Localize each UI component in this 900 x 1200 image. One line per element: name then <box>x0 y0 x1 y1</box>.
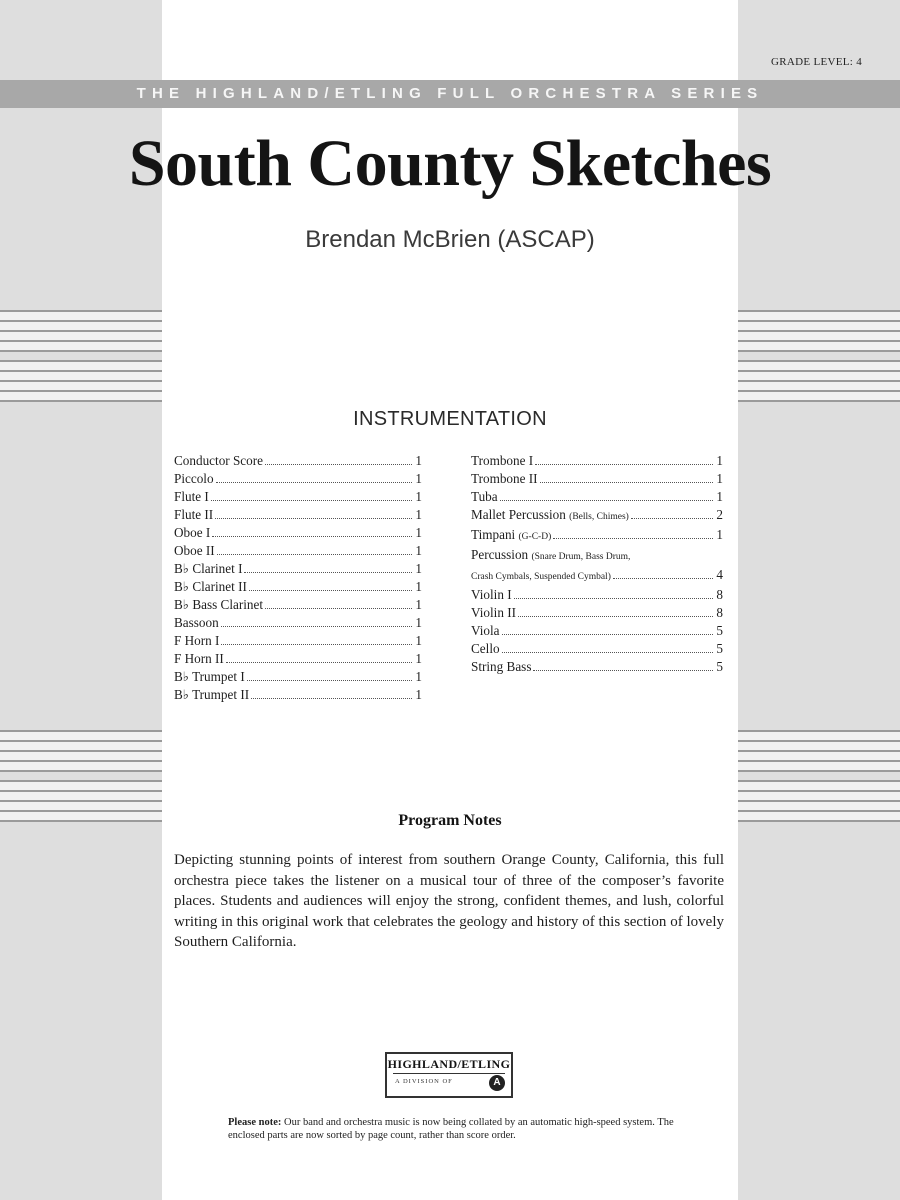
instrument-quantity: 1 <box>415 453 422 468</box>
instrumentation-left-column <box>174 452 422 704</box>
leader-dots <box>540 482 714 483</box>
instrument-name: Trombone II <box>471 471 538 486</box>
instrument-row <box>174 596 422 614</box>
instrument-note: Crash Cymbals, Suspended Cymbal) <box>471 572 611 582</box>
instrument-name: B♭ Bass Clarinet <box>174 597 264 612</box>
instrument-name: Bassoon <box>174 615 219 630</box>
leader-dots <box>251 698 412 699</box>
instrument-row <box>471 546 723 566</box>
instrument-row <box>174 578 422 596</box>
instrument-note: (G-C-D) <box>518 532 552 542</box>
staff-lines <box>738 360 900 402</box>
leader-dots <box>613 578 714 579</box>
instrument-quantity: 1 <box>415 471 422 486</box>
instrument-quantity: 1 <box>415 543 422 558</box>
instrument-quantity: 5 <box>716 659 723 674</box>
leader-dots <box>518 616 713 617</box>
staff-lines <box>0 730 162 772</box>
publisher-name: HIGHLAND/ETLING <box>387 1057 511 1071</box>
instrument-row-continued <box>471 566 723 586</box>
instrument-quantity: 1 <box>415 615 422 630</box>
instrument-row <box>471 488 723 506</box>
leader-dots <box>216 482 413 483</box>
instrument-quantity: 5 <box>716 623 723 638</box>
instrument-name: Mallet Percussion <box>471 507 566 522</box>
instrument-name: Oboe II <box>174 543 215 558</box>
instrument-name: String Bass <box>471 659 532 674</box>
instrument-row <box>174 506 422 524</box>
instrument-name: F Horn I <box>174 633 220 648</box>
instrument-quantity: 8 <box>716 587 723 602</box>
leader-dots <box>247 680 413 681</box>
footnote-text: Our band and orchestra music is now being collated by an automatic high-speed system. The enclosed parts are now sorted by page count, rather than score order. <box>228 1117 674 1141</box>
instrumentation-heading: INSTRUMENTATION <box>353 408 547 430</box>
instrument-row <box>471 506 723 526</box>
instrument-row <box>471 526 723 546</box>
instrument-name: Percussion <box>471 547 529 562</box>
staff-lines <box>0 310 162 352</box>
instrument-row <box>471 470 723 488</box>
leader-dots <box>215 518 412 519</box>
leader-dots <box>211 500 413 501</box>
staff-lines <box>0 360 162 402</box>
publisher-logo <box>385 1052 513 1098</box>
instrument-name: Conductor Score <box>174 453 263 468</box>
instrument-quantity: 1 <box>415 489 422 504</box>
instrument-row <box>174 524 422 542</box>
leader-dots <box>221 626 413 627</box>
leader-dots <box>533 670 713 671</box>
leader-dots <box>265 464 412 465</box>
instrument-note: (Snare Drum, Bass Drum, <box>531 552 631 562</box>
instrument-name: Cello <box>471 641 500 656</box>
instrument-row <box>174 614 422 632</box>
leader-dots <box>535 464 713 465</box>
publisher-division: A DIVISION OF <box>395 1078 453 1085</box>
instrument-name: B♭ Clarinet II <box>174 579 247 594</box>
instrument-quantity: 1 <box>415 633 422 648</box>
instrument-name: Viola <box>471 623 500 638</box>
instrument-quantity: 1 <box>716 471 723 486</box>
staff-lines <box>738 310 900 352</box>
instrument-note: (Bells, Chimes) <box>569 512 629 522</box>
instrument-quantity: 1 <box>415 669 422 684</box>
instrument-row <box>174 488 422 506</box>
instrument-row <box>174 686 422 704</box>
instrument-row <box>471 658 723 676</box>
instrument-quantity: 1 <box>415 651 422 666</box>
instrument-name: Trombone I <box>471 453 534 468</box>
instrument-quantity: 5 <box>716 641 723 656</box>
leader-dots <box>265 608 412 609</box>
leader-dots <box>502 652 714 653</box>
instrument-quantity: 8 <box>716 605 723 620</box>
leader-dots <box>553 538 713 539</box>
leader-dots <box>500 500 714 501</box>
leader-dots <box>217 554 413 555</box>
instrument-quantity: 4 <box>716 567 723 582</box>
instrument-name: Violin I <box>471 587 512 602</box>
instrument-row <box>471 640 723 658</box>
leader-dots <box>502 634 714 635</box>
grade-level: GRADE LEVEL: 4 <box>771 56 862 68</box>
logo-divider <box>393 1073 505 1074</box>
instrument-name: F Horn II <box>174 651 224 666</box>
instrument-row <box>174 452 422 470</box>
staff-lines <box>738 730 900 772</box>
instrument-quantity: 1 <box>415 687 422 702</box>
instrument-name: Piccolo <box>174 471 214 486</box>
instrument-quantity: 1 <box>716 489 723 504</box>
instrument-name: B♭ Trumpet II <box>174 687 250 702</box>
leader-dots <box>514 598 714 599</box>
instrument-quantity: 1 <box>716 527 723 542</box>
footnote-label: Please note: <box>228 1117 282 1128</box>
instrument-row <box>174 668 422 686</box>
instrument-quantity: 2 <box>716 507 723 522</box>
instrument-row <box>471 452 723 470</box>
instrumentation-right-column <box>471 452 723 676</box>
instrument-name: Timpani <box>471 527 516 542</box>
instrument-row <box>174 632 422 650</box>
instrument-name: Tuba <box>471 489 498 504</box>
piece-title: South County Sketches <box>128 127 772 200</box>
leader-dots <box>244 572 412 573</box>
alfred-logo-icon: A <box>489 1075 505 1091</box>
instrument-row <box>174 650 422 668</box>
instrument-quantity: 1 <box>415 561 422 576</box>
instrument-name: Violin II <box>471 605 516 620</box>
footnote <box>228 1116 678 1142</box>
program-notes-heading: Program Notes <box>398 812 502 829</box>
instrument-row <box>174 542 422 560</box>
composer-name: Brendan McBrien (ASCAP) <box>305 226 595 253</box>
leader-dots <box>212 536 412 537</box>
instrument-row <box>471 622 723 640</box>
instrument-name: B♭ Trumpet I <box>174 669 245 684</box>
program-notes-body: Depicting stunning points of interest from southern Orange County, California, this full orchestra piece takes the listener on a musical tour of three of the composer’s favorite places. Students and audiences will enjoy the strong, confident themes, and lush, colorful writing in this original work that celebrates the geology and history of this section of lovely Southern California. <box>174 852 724 950</box>
leader-dots <box>226 662 413 663</box>
instrument-name: Flute II <box>174 507 214 522</box>
series-title: THE HIGHLAND/ETLING FULL ORCHESTRA SERIES <box>136 85 764 102</box>
leader-dots <box>221 644 412 645</box>
instrument-name: Flute I <box>174 489 209 504</box>
instrument-row <box>174 470 422 488</box>
leader-dots <box>631 518 714 519</box>
instrument-row <box>471 604 723 622</box>
leader-dots <box>249 590 413 591</box>
instrument-name: B♭ Clarinet I <box>174 561 243 576</box>
instrument-name: Oboe I <box>174 525 211 540</box>
instrument-quantity: 1 <box>415 525 422 540</box>
instrument-quantity: 1 <box>716 453 723 468</box>
instrument-quantity: 1 <box>415 579 422 594</box>
instrument-row <box>471 586 723 604</box>
instrument-row <box>174 560 422 578</box>
instrument-quantity: 1 <box>415 597 422 612</box>
instrument-quantity: 1 <box>415 507 422 522</box>
